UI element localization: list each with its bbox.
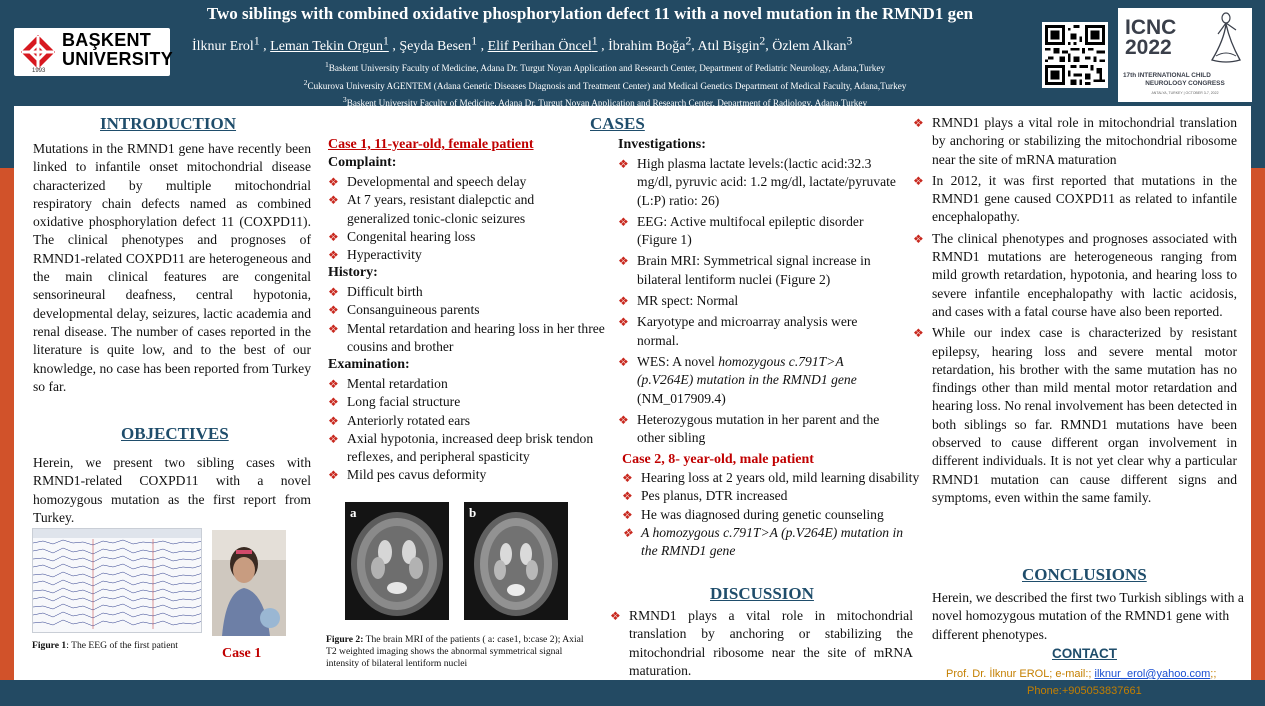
list-item: ❖ A homozygous c.791T>A (p.V264E) mutation in the RMND1 gene <box>622 524 922 561</box>
case-1-heading: Case 1, 11-year-old, female patient <box>328 137 534 152</box>
history-title: History: <box>328 265 378 280</box>
baskent-logo-icon <box>20 34 56 70</box>
author-list: İlknur Erol$^1$ , Leman Tekin Orgun$^1$ , Şeyda Besen$^1$ , Elif Perihan Öncel$^1$ , İbrahim Boğa$^2$, Atıl Bişgin$^2$, Özlem Alkan$^3$ <box>192 34 853 54</box>
logo-name <box>62 31 173 69</box>
list-item: ❖ Mental retardation <box>328 375 606 393</box>
introduction-title: INTRODUCTION <box>100 114 237 133</box>
list-item: ❖ While our index case is characterized by resistant epilepsy, hearing loss and severe mental motor retardation, his brother with the same mutation has no findings other than mild mental motor retardation and hearing loss. No renal involvement has been detected in both siblings so far. RMND1 mutations have been observed to cause different organ involvement in different individuals. It is not yet clear why a particular RMND1 mutation can cause different signs and symptoms, even within the same family. <box>913 324 1237 507</box>
whirling-dervish-icon <box>1206 12 1246 66</box>
contact-email-link[interactable]: ilknur_erol@yahoo.com <box>1094 668 1211 680</box>
list-item: ❖ EEG: Active multifocal epileptic disorder (Figure 1) <box>618 213 902 250</box>
mri-case-2 <box>464 502 568 620</box>
examination-list <box>328 375 606 485</box>
investigations-list <box>618 155 902 450</box>
list-item: ❖ Brain MRI: Symmetrical signal increase in bilateral lentiform nuclei (Figure 2) <box>618 252 902 289</box>
complaint-list <box>328 173 596 264</box>
list-item: ❖ Congenital hearing loss <box>328 228 596 246</box>
list-item: ❖ Consanguineous parents <box>328 301 606 319</box>
introduction-text: Mutations in the RMND1 gene have recently been linked to infantile onset mitochondrial disease characterized by multiple mitochondrial respiratory chain defects named as combined oxidative phosphorylation defect 11 (COXPD11). The clinical phenotypes and prognoses of RMND1-related COXPD11 are heterogeneous and the main clinical features are congenital sensorineural deafness, central hypotonia, developmental delay, seizures, lactic academia and renal disease. The number of cases reported in the literature is quite low, and to the best of our knowledge, no case has been reported from Turkey so far. <box>33 141 311 394</box>
poster-header <box>0 0 1265 109</box>
author: Atıl Bişgin$^2$ <box>697 34 766 54</box>
objectives-title: OBJECTIVES <box>121 424 229 443</box>
list-item: ❖ RMND1 plays a vital role in mitochondrial translation by anchoring or stabilizing the mitochondrial ribosome near the site of mRNA maturation <box>913 114 1237 169</box>
baskent-university-logo <box>14 28 174 76</box>
complaint-title: Complaint: <box>328 155 397 170</box>
list-item: ❖ Karyotype and microarray analysis were normal. <box>618 313 902 350</box>
affiliation: $^1$Baskent University Faculty of Medicine, Adana Dr. Turgut Noyan Application and Research Center, Department of Pediatric Neurology, Adana,Turkey <box>324 60 886 74</box>
congress-line-3: ANTALYA, TURKEY | OCTOBER 3-7, 2022 <box>1151 91 1219 95</box>
author: Şeyda Besen$^1$ <box>399 34 478 54</box>
contact-email-line: Prof. Dr. İlknur EROL; e-mail:; ilknur_erol@yahoo.com;; <box>946 668 1217 680</box>
case-1-photo-label: Case 1 <box>222 646 262 661</box>
list-item: ❖ The clinical phenotypes and prognoses associated with RMND1 mutations are heterogeneous ranging from mild growth retardation, hypotonia, and hearing loss to severe infantile encephalopathy with lactic acidosis, and cases with a fatal course have also been reported. <box>913 230 1237 321</box>
investigations-title: Investigations: <box>618 137 706 152</box>
congress-name: ICNC 2022 <box>1125 16 1177 59</box>
eeg-figure <box>32 528 202 633</box>
mri-label-b: b <box>469 505 477 520</box>
list-item: ❖ In 2012, it was first reported that mutations in the RMND1 gene caused COXPD11 as related to infantile encephalopathy. <box>913 172 1237 227</box>
left-accent-stripe <box>0 168 14 680</box>
case-2-list <box>622 469 922 560</box>
list-item: ❖ Hearing loss at 2 years old, mild learning disability <box>622 469 922 487</box>
contact-phone: Phone:+905053837661 <box>1027 685 1142 697</box>
history-list <box>328 283 606 356</box>
discussion-list-a <box>610 607 913 680</box>
discussion-list-b <box>913 114 1237 510</box>
eeg-traces <box>33 529 202 633</box>
list-item: ❖ RMND1 plays a vital role in mitochondrial translation by anchoring or stabilizing the mitochondrial ribosome near the site of mRNA maturation. <box>610 607 913 680</box>
cases-title: CASES <box>590 114 645 133</box>
list-item: ❖ He was diagnosed during genetic counseling <box>622 506 922 524</box>
figure-1-caption: Figure 1: The EEG of the first patient <box>32 640 178 651</box>
author: Elif Perihan Öncel$^1$ <box>487 34 598 54</box>
examination-title: Examination: <box>328 357 410 372</box>
list-item: ❖ Mental retardation and hearing loss in her three cousins and brother <box>328 320 606 357</box>
mri-label-a: a <box>350 505 357 520</box>
author: İbrahim Boğa$^2$ <box>608 34 692 54</box>
qr-code-icon <box>1042 22 1108 88</box>
case-2-heading: Case 2, 8- year-old, male patient <box>622 452 814 467</box>
logo-year: 1993 <box>32 68 46 74</box>
congress-line-1: 17th INTERNATIONAL CHILD <box>1123 72 1211 79</box>
list-item: ❖ Developmental and speech delay <box>328 173 596 191</box>
list-item: ❖ Anteriorly rotated ears <box>328 412 606 430</box>
discussion-title: DISCUSSION <box>710 584 814 603</box>
affiliation: $^2$Cukurova University AGENTEM (Adana Genetic Diseases Diagnosis and Treatment Center) and Medical Genetics Department of Medical Faculty, Adana,Turkey <box>303 77 907 91</box>
objectives-text: Herein, we present two sibling cases with RMND1-related COXPD11 with a novel homozygous mutation as the first report from Turkey. <box>33 455 311 525</box>
poster-title: Two siblings with combined oxidative phosphorylation defect 11 with a novel mutation in the RMND1 gen <box>206 4 974 23</box>
contact-title: CONTACT <box>1052 646 1117 661</box>
right-accent-stripe <box>1251 168 1265 680</box>
list-item: ❖ MR spect: Normal <box>618 292 902 310</box>
congress-line-2: NEUROLOGY CONGRESS <box>1145 80 1225 87</box>
mri-case-1 <box>345 502 449 620</box>
list-item: ❖ Mild pes cavus deformity <box>328 466 606 484</box>
list-item: ❖ High plasma lactate levels:(lactic acid:32.3 mg/dl, pyruvic acid: 1.2 mg/dl, lactate/pyruvate (L:P) ratio: 26) <box>618 155 902 210</box>
patient-photo <box>212 530 286 636</box>
affiliation-list <box>190 58 1020 111</box>
author: İlknur Erol$^1$ <box>192 34 260 54</box>
list-item: ❖ WES: A novel homozygous c.791T>A (p.V264E) mutation in the RMND1 gene (NM_017909.4) <box>618 353 902 408</box>
list-item: ❖ Pes planus, DTR increased <box>622 487 922 505</box>
author: Leman Tekin Orgun$^1$ <box>270 34 389 54</box>
conclusions-title: CONCLUSIONS <box>1022 565 1147 584</box>
list-item: ❖ Axial hypotonia, increased deep brisk tendon reflexes, and peripheral spasticity <box>328 430 606 467</box>
list-item: ❖ Difficult birth <box>328 283 606 301</box>
list-item: ❖ Long facial structure <box>328 393 606 411</box>
list-item: ❖ At 7 years, resistant dialepctic and generalized tonic-clonic seizures <box>328 191 596 228</box>
affiliation: $^3$Baskent University Faculty of Medicine, Adana Dr. Turgut Noyan Application and Research Center, Department of Radiology, Adana,Turkey <box>342 95 868 109</box>
figure-2-caption: Figure 2: The brain MRI of the patients ( a: case1, b:case 2); Axial T2 weighted imaging shows the abnormal symmetrical signal intensity of bilateral lentiform nuclei <box>326 634 584 669</box>
conclusions-text: Herein, we described the first two Turkish siblings with a novel homozygous mutation of the RMND1 gene with different phenotypes. <box>932 590 1244 642</box>
list-item: ❖ Heterozygous mutation in her parent and the other sibling <box>618 411 902 448</box>
logo-name-line1: BAŞKENT <box>62 30 152 50</box>
author: Özlem Alkan$^3$ <box>772 34 853 54</box>
icnc-congress-logo <box>1118 8 1252 102</box>
list-item: ❖ Hyperactivity <box>328 246 596 264</box>
logo-name-line2: UNIVERSITY <box>62 49 174 69</box>
